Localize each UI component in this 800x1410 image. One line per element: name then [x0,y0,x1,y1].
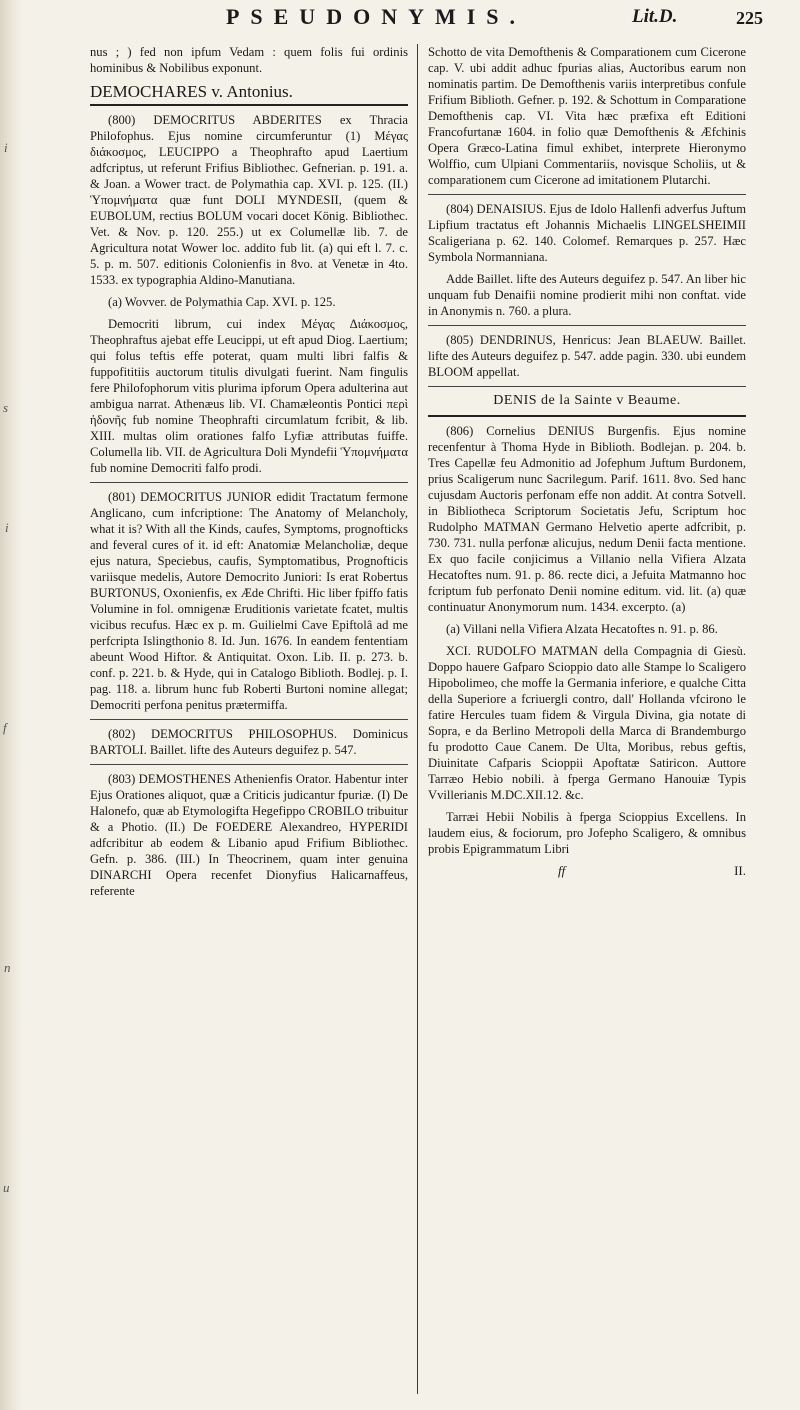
margin-mark: s [3,400,9,415]
running-head: PSEUDONYMIS. [225,4,527,29]
margin-mark: n [4,960,11,975]
quotation: XCI. RUDOLFO MATMAN della Compagnia di Giesù. Doppo hauere Gafparo Scioppio dato alle Stampe lo Scaligero Hipobolimeo, che moffe la Germania inferiore, e qualche Citta della Superiore a fcriuergli contro, dall' Hollanda vfcirono le fatire Hercules tuam fidem & Virgula Divina, gia notate di Sopra, e da Berlino Metropoli della Marca di Brandemburgo fu prodotto Caue Canem. De Ulta, Moribus, rebus geftis, Diuinitate Cafparis Scioppii Apoftatæ Satiricon. Auttore Tarræo Hebio nobili. à fperga Germano Hanouiæ Typis Vvillerianis M.DC.XII.12. &c. [428,644,746,802]
running-section: Lit.D. [632,6,678,27]
entry-803: (803) DEMOSTHENES Athenienfis Orator. Habentur inter Ejus Orationes aliquot, quæ a Criticis judicantur fpuriæ. (I) De Halonefo, quæ ab Etymologifta Hegefippo CROBILO tribuitur & a Photio. (II.) De FOEDERE Alexandreo, HYPERIDI adfcribitur ab eodem & Libanio apud Frifium Bibliothec. Gefn. p. 386. (III.) In Theocrinem, quam inter genuina DINARCHI Opera recenfet Dionyfius Halicarnaffeus, referente [90,772,408,898]
rule [90,764,408,765]
paragraph-continuation: Schotto de vita Demofthenis & Comparationem cum Cicerone cap. V. ubi addit adhuc fpurias alias, Auctoribus earum non nominatis partim. De Demofthenis variis interpretibus confule Frifium Biblioth. Gefner. p. 192. & Schottum in Comparatione Demofthenis cap. VI. Vita hæc præfixa eft Editioni Francofurtanæ 1604. in folio quæ Demofthenis & Æfchinis Opera Græco-Latina fimul exhibet, interprete Hieronymo Wolffio, cum Ulpiani Commentariis, novisque Scholiis, ut & comparationem cum Cicerone ad imitationem Plutarchi. [428,45,746,187]
footnote: (a) Wovver. de Polymathia Cap. XVI. p. 125. [108,295,336,309]
entry-804: (804) DENAISIUS. Ejus de Idolo Hallenfi adverfus Juftum Lipfium tractatus eft Johannis Michaelis LINGELSHEIMII Scaligeriana p. 62. 140. Colomef. Remarques p. 257. Hæc Symbola Normanniana. [428,202,746,264]
rule [428,386,746,387]
page-number: 225 [736,8,763,28]
catchword: II. [734,863,746,878]
rule [90,104,408,106]
footnote: (a) Villani nella Vifiera Alzata Hecatoftes n. 91. p. 86. [446,622,718,636]
page-header [96,0,786,40]
margin-mark: i [4,140,8,155]
margin-mark: u [3,1180,10,1195]
entry-804-addendum: Adde Baillet. lifte des Auteurs deguifez p. 547. An liber hic unquam fub Denaifii nomine prodierit mihi non conftat. vide in Anonymis n. 760. a plura. [428,272,746,318]
paragraph-continuation: nus ; ) fed non ipfum Vedam : quem folis fui ordinis hominibus & Nobilibus exponunt. [90,45,408,75]
left-column [90,44,408,1394]
rule [428,415,746,417]
column-divider [417,44,418,1394]
commentary: Democriti librum, cui index Μέγας Διάκοσμος, Theophraftus ajebat effe Leucippi, ut eft apud Diog. Laertium; qui folus teftis effe poterat, quam multi libri falfis & fuppofititiis auctorum titulis divulgati fuerint. Nam fingulis fere Philofophorum vitis plurima ipforum Opera adulterina aut ambigua narrat. Athenæus lib. VI. Chamæleontis Pontici περὶ ἡδονῆς fub nomine Theophrafti circumlatum fcribit, & lib. XIII. multas olim orationes falfo Lyfiæ attributas fuiffe. Columella lib. VII. de Agricultura Doli Myndefii Ὑπομνήματα fub nomine Democriti falfo prodi. [90,317,408,475]
rule [428,325,746,326]
page-footer [428,863,746,879]
right-column [428,44,746,1394]
entry-heading: DENIS de la Sainte v Beaume. [493,393,681,408]
quotation-continued: Tarræi Hebii Nobilis à fperga Scioppius Excellens. In laudem eius, & fociorum, pro Jofepho Scaligero, & omnibus probis Epigrammatum Libri [428,810,746,856]
entry-802: (802) DEMOCRITUS PHILOSOPHUS. Dominicus BARTOLI. Baillet. lifte des Auteurs deguifez p. 547. [90,727,408,757]
entry-801: (801) DEMOCRITUS JUNIOR edidit Tractatum fermone Anglicano, cum infcriptione: The Anatomy of Melancholy, what it is? With all the Kinds, caufes, Symptoms, prognofticks and feveral cures of it. id eft: Anatomiæ Melancholiæ, deque ejus natura, Speciebus, caufis, Symptomatibus, Prognofticis variisque medelis, Autore Democrito Juniori: Is erat Robertus BURTONUS, Oxonienfis, ex Æde Chrifti. Hic liber fpiffo fatis Volumine in fol. omnigenæ Eruditionis varietate fcatet, multis vicibus recufus. Hæc ex p. m. Guilielmi Cave Epiftolâ ad me perfcripta Islingthonio 8. Id. Jun. 1676. In eandem fententiam abeunt Wood Hiftor. & Antiquitat. Oxon. Lib. II. p. 273. b. conf. p. 221. b. & Hyde, qui in Catalogo Biblioth. Bodlej. p. I. pag. 118. a. librum hunc fub Roberti Burtoni nomine allegat; Democriti perfona penitus prætermiffa. [90,490,408,712]
rule [428,194,746,195]
rule [90,719,408,720]
entry-heading: DEMOCHARES v. Antonius. [90,82,293,101]
margin-mark: i [5,520,9,535]
entry-806: (806) Cornelius DENIUS Burgenfis. Ejus nomine recenfentur à Thoma Hyde in Biblioth. Bodlejan. p. 204. b. Tres Capellæ feu Admonitio ad Jofephum Juftum Burdonem, prius Scaligerum nunc Sacrilegum. Parif. 1611. 8vo. Sed hanc cujusdam Auctoris perfonam effe non addit. At contra Sotvell. in Bibliotheca Scriptorum Societatis Jefu, Scriptum hoc Rudolpho MATMAN Germano Helvetio aperte adfcribit, p. 730. 731. nulla perfonæ alicujus, nedum Denii facta mentione. Ex quo facile conjicimus a Villanio nella Vifiera Alzata Hecatoftes num. 91. p. 86. recte dici, a Jefuita Matmanno hoc fcriptum fub perfonato Denii nomine editum. vid. lit. (a) quæ continuatur Anonymorum num. 1434. excerpto. (a) [428,424,746,614]
signature-mark: ff [558,863,566,878]
entry-805: (805) DENDRINUS, Henricus: Jean BLAEUW. Baillet. lifte des Auteurs deguifez p. 547. adde pagin. 330. ubi eundem BLOOM appellat. [428,333,746,379]
rule [90,482,408,483]
binding-edge [0,0,22,1410]
margin-mark: f [3,720,7,735]
entry-800: (800) DEMOCRITUS ABDERITES ex Thracia Philofophus. Ejus nomine circumferuntur (1) Μέγας διάκοσμος, LEUCIPPO a Theophrafto apud Laertium adfcriptus, ut referunt Frifius Bibliothec. Gefnerian. p. 191. a. & Joan. a Wower tract. de Polymathia cap. XVI. p. 125. (II.) Ὑπομνήματα quæ funt DOLI MYNDESII, (quem & EUBOLUM, rectius BOLUM vocari docet König. Bibliothec. Vet. & Nov. p. 120. 255.) ut ex Columellæ lib. 7. de Agricultura notat Wower loc. addito fub lit. (a) qui eft l. 7. c. 5. p. m. 507. editionis Colonienfis in 8vo. at Venetæ in 4to. 1533. ex typographia Aldino-Manutiana. [90,113,408,287]
